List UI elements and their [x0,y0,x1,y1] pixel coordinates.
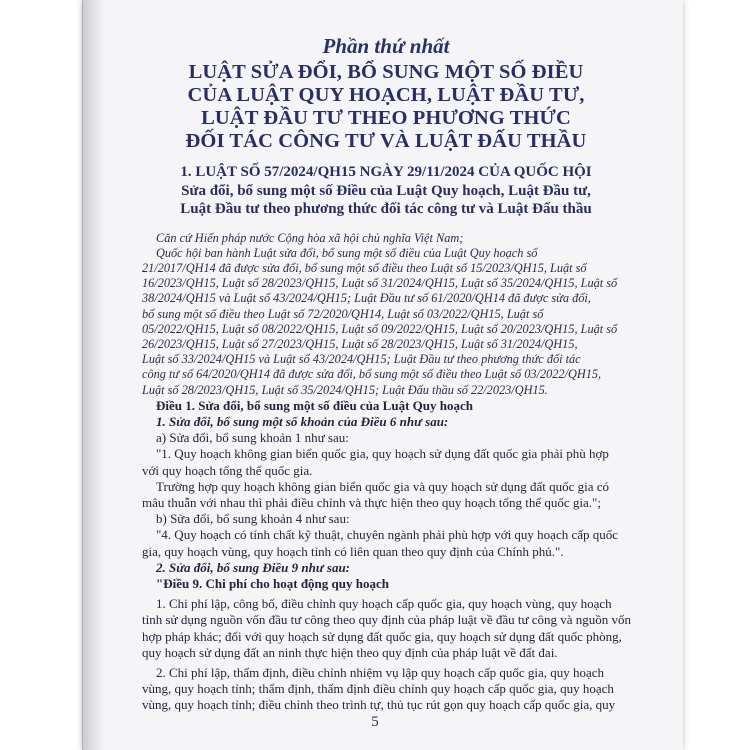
body-line: mâu thuẫn với nhau thì phải điều chỉnh và thực hiện theo quy hoạch tổng thể quốc gia."; [142,494,601,510]
page-number: 5 [371,714,379,730]
preamble-line: 16/2023/QH15, Luật số 28/2023/QH15, Luật số 31/2024/QH15, Luật số 35/2024/QH15, Luật số [142,276,618,291]
body-line: vùng, quy hoạch tỉnh; thẩm định, thẩm định điều chỉnh quy hoạch cấp quốc gia, quy hoạch [142,681,614,697]
body-line: Trường hợp quy hoạch không gian biển quốc gia và quy hoạch sử dụng đất quốc gia có [156,478,610,494]
body-line: gia, quy hoạch vùng, quy hoạch tỉnh có liên quan theo quy định của Chính phủ.". [142,543,564,559]
article-heading-line: Điều 1. Sửa đổi, bổ sung một số điều của Luật Quy hoạch [156,397,473,413]
section-heading-line: Luật Đầu tư theo phương thức đối tác công tư và Luật Đấu thầu [180,201,592,217]
section-heading-line: Sửa đổi, bổ sung một số Điều của Luật Quy hoạch, Luật Đầu tư, [181,182,591,199]
page-content [142,34,630,714]
body-line: b) Sửa đổi, bổ sung khoản 4 như sau: [156,511,350,527]
preamble-line: Căn cứ Hiến pháp nước Cộng hòa xã hội chủ nghĩa Việt Nam; [156,230,464,245]
preamble-line: 05/2022/QH15, Luật số 08/2022/QH15, Luật số 09/2022/QH15, Luật số 20/2023/QH15, Luật số [142,321,618,336]
body-line: 1. Chi phí lập, công bố, điều chỉnh quy hoạch cấp quốc gia, quy hoạch vùng, quy hoạch [156,596,612,612]
part-heading: Phần thứ nhất [322,34,450,58]
article-heading-line: "Điều 9. Chi phí cho hoạt động quy hoạch [156,575,389,591]
article-heading-line: 2. Sửa đổi, bổ sung Điều 9 như sau: [156,559,351,575]
preamble-line: 21/2017/QH14 đã được sửa đổi, bổ sung một số điều theo Luật số 15/2023/QH15, Luật số [142,260,587,275]
body-line: với quy hoạch tổng thể quốc gia. [142,462,313,478]
law-title-line: LUẬT SỬA ĐỔI, BỔ SUNG MỘT SỐ ĐIỀU [188,61,584,83]
preamble-line: 26/2023/QH15, Luật số 27/2023/QH15, Luật số 28/2023/QH15, Luật số 31/2024/QH15, [142,336,578,351]
body-line: tỉnh sử dụng nguồn vốn đầu tư công theo quy định của pháp luật về đầu tư công và nguồn vốn [142,612,632,628]
law-title-line: CỦA LUẬT QUY HOẠCH, LUẬT ĐẦU TƯ, [187,84,585,106]
body-line: 2. Chi phí lập, thẩm định, điều chỉnh nhiệm vụ lập quy hoạch cấp quốc gia, quy hoạch [156,664,605,680]
preamble-line: 38/2024/QH15 và Luật số 43/2024/QH15; Luật Đầu tư số 61/2020/QH14 đã được sửa đổi, [142,291,591,306]
preamble-line: Quốc hội ban hành Luật sửa đổi, bổ sung một số điều của Luật Quy hoạch số [156,245,538,260]
body-line: quy hoạch sử dụng đất an ninh thực hiện theo quy định của pháp luật về đất đai. [142,644,558,660]
section-heading-line: 1. LUẬT SỐ 57/2024/QH15 NGÀY 29/11/2024 CỦA QUỐC HỘI [180,164,592,180]
preamble-line: Luật số 28/2023/QH15, Luật số 35/2024/QH15; Luật Đấu thầu số 22/2023/QH15. [142,382,548,397]
law-title-line: ĐỐI TÁC CÔNG TƯ VÀ LUẬT ĐẤU THẦU [185,130,587,152]
preamble-line: bổ sung một số điều theo Luật số 72/2020/QH14, Luật số 03/2022/QH15, Luật số [142,306,544,321]
law-title-line: LUẬT ĐẦU TƯ THEO PHƯƠNG THỨC [201,107,571,129]
article-heading-line: 1. Sửa đổi, bổ sung một số khoản của Điều 6 như sau: [156,413,449,429]
body-line: "1. Quy hoạch không gian biển quốc gia, quy hoạch sử dụng đất quốc gia phải phù hợp [156,446,609,462]
page-fold-shadow [82,0,104,750]
preamble [142,231,630,398]
article-body [142,398,630,714]
body-line: hợp pháp khác; đối với quy hoạch sử dụng đất quốc gia, quy hoạch sử dụng đất quốc phòng, [142,628,622,644]
body-line: "4. Quy hoạch có tính chất kỹ thuật, chuyên ngành phải phù hợp với quy hoạch cấp quốc [156,527,619,543]
body-line: a) Sửa đổi, bổ sung khoản 1 như sau: [156,430,349,446]
preamble-line: Luật số 33/2024/QH15 và Luật số 43/2024/QH15; Luật Đầu tư theo phương thức đối tác [142,352,581,367]
preamble-line: công tư số 64/2020/QH14 đã được sửa đổi, bổ sung một số điều theo Luật số 03/2022/QH15, [142,367,602,382]
body-line: vùng, quy hoạch tỉnh; điều chỉnh theo trình tự, thủ tục rút gọn quy hoạch cấp quốc gia, quy [142,697,616,713]
law-title [142,61,630,153]
section-heading [142,163,630,219]
